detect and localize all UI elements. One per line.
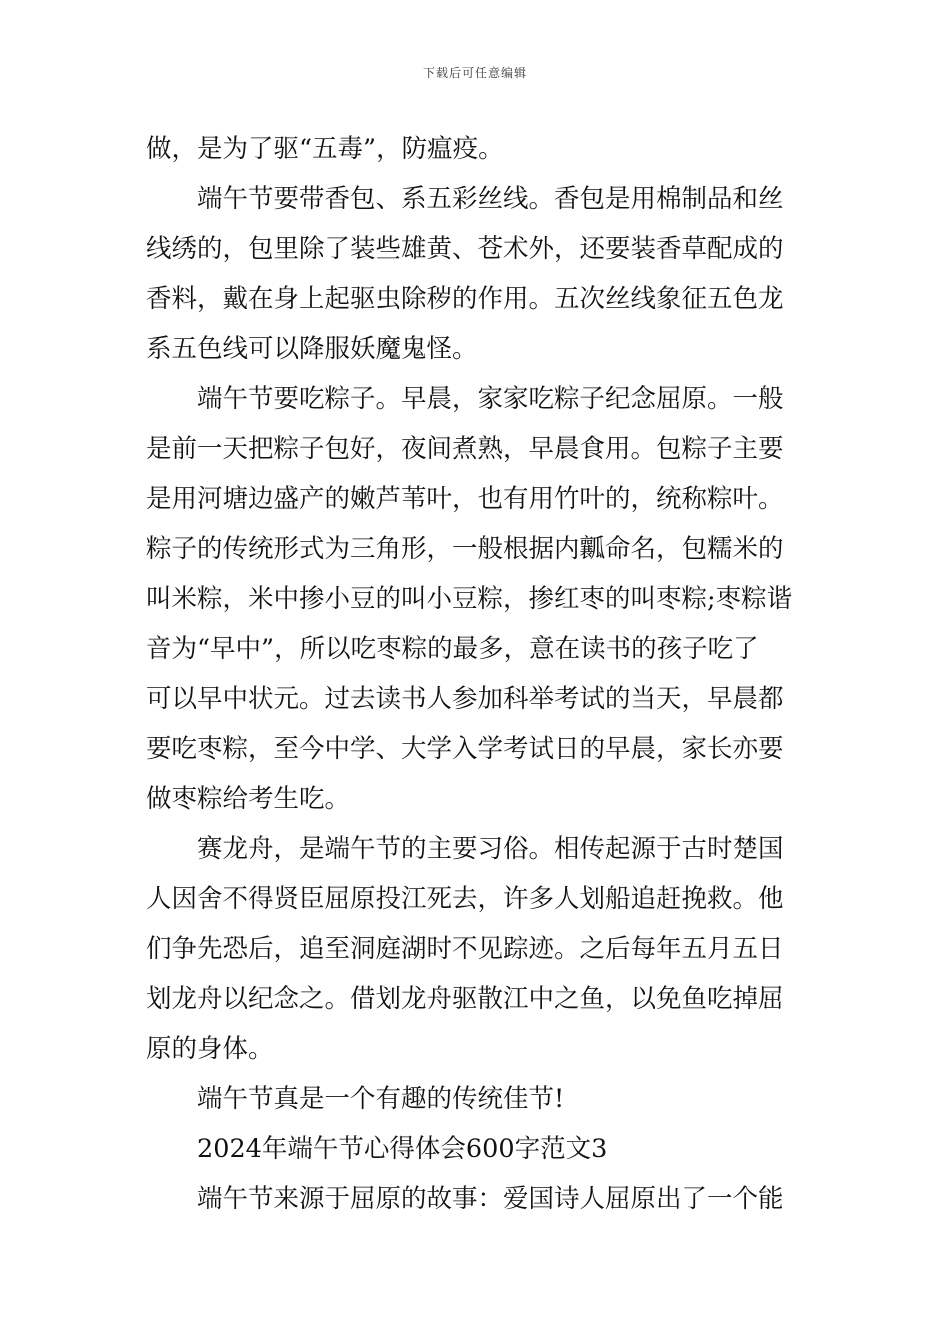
text-line: 要吃枣粽，至今中学、大学入学考试日的早晨，家长亦要 bbox=[146, 734, 784, 764]
paragraph-start: 端午节要带香包、系五彩丝线。香包是用棉制品和丝 bbox=[197, 184, 784, 214]
text-line: 可以早中状元。过去读书人参加科举考试的当天，早晨都 bbox=[146, 684, 784, 714]
text-line: 系五色线可以降服妖魔鬼怪。 bbox=[146, 334, 478, 364]
text-line: 音为“早中”，所以吃枣粽的最多，意在读书的孩子吃了 bbox=[146, 634, 759, 664]
page-header: 下载后可任意编辑 bbox=[422, 66, 527, 80]
text-line: 叫米粽，米中掺小豆的叫小豆粽，掺红枣的叫枣粽;枣粽谐 bbox=[146, 584, 793, 614]
section-heading: 2024年端午节心得体会600字范文3 bbox=[197, 1134, 608, 1164]
text-line: 是用河塘边盛产的嫩芦苇叶，也有用竹叶的，统称粽叶。 bbox=[146, 484, 784, 514]
text-line: 们争先恐后，追至洞庭湖时不见踪迹。之后每年五月五日 bbox=[146, 934, 784, 964]
paragraph-start: 端午节真是一个有趣的传统佳节! bbox=[197, 1084, 565, 1114]
paragraph-start: 端午节来源于屈原的故事：爱国诗人屈原出了一个能 bbox=[197, 1184, 784, 1214]
text-line: 香料，戴在身上起驱虫除秽的作用。五次丝线象征五色龙 bbox=[146, 284, 784, 314]
paragraph-start: 赛龙舟，是端午节的主要习俗。相传起源于古时楚国 bbox=[197, 834, 784, 864]
text-line: 人因舍不得贤臣屈原投江死去，许多人划船追赶挽救。他 bbox=[146, 884, 784, 914]
document-body bbox=[146, 124, 810, 1224]
text-line: 线绣的，包里除了装些雄黄、苍术外，还要装香草配成的 bbox=[146, 234, 784, 264]
paragraph-start: 端午节要吃粽子。早晨，家家吃粽子纪念屈原。一般 bbox=[197, 384, 784, 414]
text-line: 粽子的传统形式为三角形，一般根据内瓤命名，包糯米的 bbox=[146, 534, 784, 564]
text-line: 是前一天把粽子包好，夜间煮熟，早晨食用。包粽子主要 bbox=[146, 434, 784, 464]
text-line: 划龙舟以纪念之。借划龙舟驱散江中之鱼，以免鱼吃掉屈 bbox=[146, 984, 784, 1014]
text-line: 做，是为了驱“五毒”，防瘟疫。 bbox=[146, 134, 504, 164]
text-line: 做枣粽给考生吃。 bbox=[146, 784, 351, 814]
text-line: 原的身体。 bbox=[146, 1034, 274, 1064]
